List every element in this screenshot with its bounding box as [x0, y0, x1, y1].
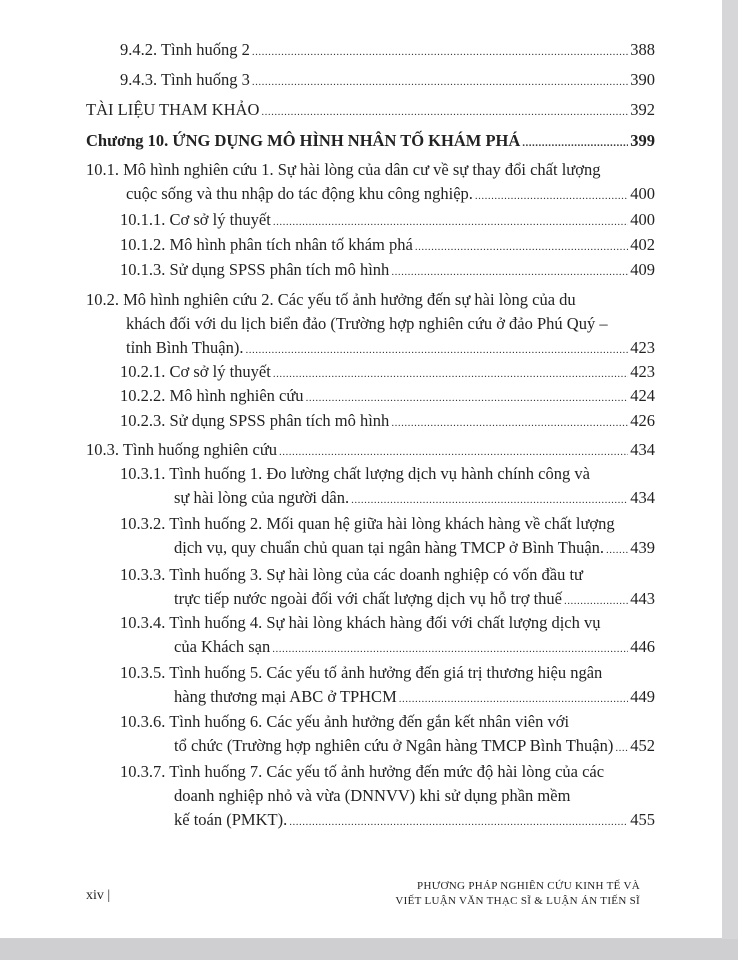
toc-entry[interactable]	[86, 129, 655, 155]
toc-page-number: 434	[630, 488, 655, 507]
toc-entry-title: 10.3.5. Tình huống 5. Các yếu tố ảnh hưởng đến giá trị thương hiệu ngân	[120, 663, 603, 682]
toc-entry[interactable]	[120, 760, 655, 834]
toc-entry-title: kế toán (PMKT).	[174, 810, 288, 829]
dot-leader	[261, 100, 628, 124]
toc-entry[interactable]	[120, 512, 655, 562]
footer-book-title	[395, 879, 640, 909]
toc-page-number: 392	[630, 100, 655, 119]
dot-leader	[245, 338, 628, 362]
toc-entry[interactable]	[120, 208, 655, 234]
dot-leader	[252, 70, 628, 94]
toc-entry-title: hàng thương mại ABC ở TPHCM	[174, 687, 397, 706]
toc-page-number: 423	[630, 338, 655, 357]
toc-entry-title: 10.2.1. Cơ sở lý thuyết	[120, 362, 271, 381]
dot-leader	[279, 440, 628, 464]
toc-page-number: 446	[630, 637, 655, 656]
toc-page-number: 434	[630, 440, 655, 459]
toc-entry-title: 10.2. Mô hình nghiên cứu 2. Các yếu tố ảnh hưởng đến sự hài lòng của du	[86, 290, 576, 309]
toc-entry-title: tỉnh Bình Thuận).	[126, 338, 244, 357]
toc-entry[interactable]	[120, 384, 655, 410]
dot-leader	[615, 736, 628, 760]
toc-page-number: 400	[630, 210, 655, 229]
toc-page-number: 452	[630, 736, 655, 755]
toc-entry-title: 10.1. Mô hình nghiên cứu 1. Sự hài lòng của dân cư về sự thay đổi chất lượng	[86, 160, 601, 179]
toc-entry[interactable]	[120, 258, 655, 284]
toc-entry-title: của Khách sạn	[174, 637, 271, 656]
dot-leader	[273, 362, 628, 386]
toc-entry-title: trực tiếp nước ngoài đối với chất lượng dịch vụ hỗ trợ thuế	[174, 589, 562, 608]
toc-page-number: 399	[630, 131, 655, 150]
toc-page-number: 449	[630, 687, 655, 706]
toc-entry-title: 10.3. Tình huống nghiên cứu	[86, 440, 278, 459]
page-edge	[722, 0, 738, 960]
toc-entry[interactable]	[86, 158, 655, 208]
toc-entry-title: 10.3.3. Tình huống 3. Sự hài lòng của các doanh nghiệp có vốn đầu tư	[120, 565, 583, 584]
toc-entry[interactable]	[120, 409, 655, 435]
toc-entry[interactable]	[86, 98, 655, 124]
toc-entry[interactable]	[120, 563, 655, 613]
dot-leader	[289, 810, 628, 834]
toc-entry[interactable]	[120, 661, 655, 711]
toc-entry[interactable]	[86, 438, 655, 464]
toc-entry-title: doanh nghiệp nhỏ và vừa (DNNVV) khi sử dụng phần mềm	[174, 786, 571, 805]
toc-entry-title: 9.4.3. Tình huống 3	[120, 70, 250, 89]
toc-entry-title: 10.1.3. Sử dụng SPSS phân tích mô hình	[120, 260, 390, 279]
toc-entry-title: cuộc sống và thu nhập do tác động khu công nghiệp.	[126, 184, 473, 203]
toc-page-number: 423	[630, 362, 655, 381]
toc-entry-title: 10.3.7. Tình huống 7. Các yếu tố ảnh hưởng đến mức độ hài lòng của các	[120, 762, 605, 781]
toc-entry-title: Chương 10. ỨNG DỤNG MÔ HÌNH NHÂN TỐ KHÁM PHÁ	[86, 131, 521, 150]
toc-page-number: 388	[630, 40, 655, 59]
toc-page-number: 409	[630, 260, 655, 279]
footer-title-line-2: VIẾT LUẬN VĂN THẠC SĨ & LUẬN ÁN TIẾN SĨ	[395, 895, 640, 907]
toc-entry-title: 10.1.1. Cơ sở lý thuyết	[120, 210, 271, 229]
dot-leader	[399, 687, 629, 711]
dot-leader	[564, 589, 628, 613]
toc-page-number: 443	[630, 589, 655, 608]
toc-page-number: 455	[630, 810, 655, 829]
dot-leader	[415, 235, 628, 259]
dot-leader	[391, 260, 628, 284]
toc-entry[interactable]	[120, 611, 655, 661]
toc-entry-title: 10.1.2. Mô hình phân tích nhân tố khám phá	[120, 235, 413, 254]
toc-entry-title: 10.2.2. Mô hình nghiên cứu	[120, 386, 304, 405]
dot-leader	[272, 637, 628, 661]
toc-entry-title: 10.2.3. Sử dụng SPSS phân tích mô hình	[120, 411, 390, 430]
toc-entry-title: dịch vụ, quy chuẩn chủ quan tại ngân hàng TMCP ở Bình Thuận.	[174, 538, 605, 557]
dot-leader	[522, 131, 628, 155]
toc-entry-title: sự hài lòng của người dân.	[174, 488, 350, 507]
dot-leader	[273, 210, 628, 234]
toc-entry[interactable]	[86, 288, 655, 362]
toc-page-number: 402	[630, 235, 655, 254]
toc-page-number: 424	[630, 386, 655, 405]
dot-leader	[351, 488, 628, 512]
toc-entry-title: 10.3.1. Tình huống 1. Đo lường chất lượng dịch vụ hành chính công và	[120, 464, 590, 483]
footer-title-line-1: PHƯƠNG PHÁP NGHIÊN CỨU KINH TẾ VÀ	[417, 880, 640, 892]
toc-page-number: 439	[630, 538, 655, 557]
toc-entry[interactable]	[120, 360, 655, 386]
dot-leader	[475, 184, 628, 208]
toc-entry[interactable]	[120, 68, 655, 94]
toc-page-number: 390	[630, 70, 655, 89]
dot-leader	[391, 411, 628, 435]
toc-entry[interactable]	[120, 38, 655, 64]
page-bottom-edge	[0, 939, 738, 960]
toc-page-number: 400	[630, 184, 655, 203]
toc-entry-title: 10.3.4. Tình huống 4. Sự hài lòng khách hàng đối với chất lượng dịch vụ	[120, 613, 601, 632]
footer-page-number: xiv |	[86, 888, 111, 903]
toc-entry[interactable]	[120, 233, 655, 259]
toc-entry-title: khách đối với du lịch biển đảo (Trường hợp nghiên cứu ở đảo Phú Quý –	[126, 314, 608, 333]
toc-entry-title: 9.4.2. Tình huống 2	[120, 40, 250, 59]
toc-entry-title: 10.3.2. Tình huống 2. Mối quan hệ giữa hài lòng khách hàng về chất lượng	[120, 514, 615, 533]
dot-leader	[306, 386, 629, 410]
toc-entry-title: 10.3.6. Tình huống 6. Các yếu ảnh hưởng đến gắn kết nhân viên với	[120, 712, 570, 731]
toc-entry[interactable]	[120, 462, 655, 512]
toc-entry-title: tổ chức (Trường hợp nghiên cứu ở Ngân hàng TMCP Bình Thuận)	[174, 736, 614, 755]
dot-leader	[606, 538, 628, 562]
dot-leader	[252, 40, 628, 64]
toc-entry-title: TÀI LIỆU THAM KHẢO	[86, 100, 260, 119]
toc-page-number: 426	[630, 411, 655, 430]
toc-entry[interactable]	[120, 710, 655, 760]
